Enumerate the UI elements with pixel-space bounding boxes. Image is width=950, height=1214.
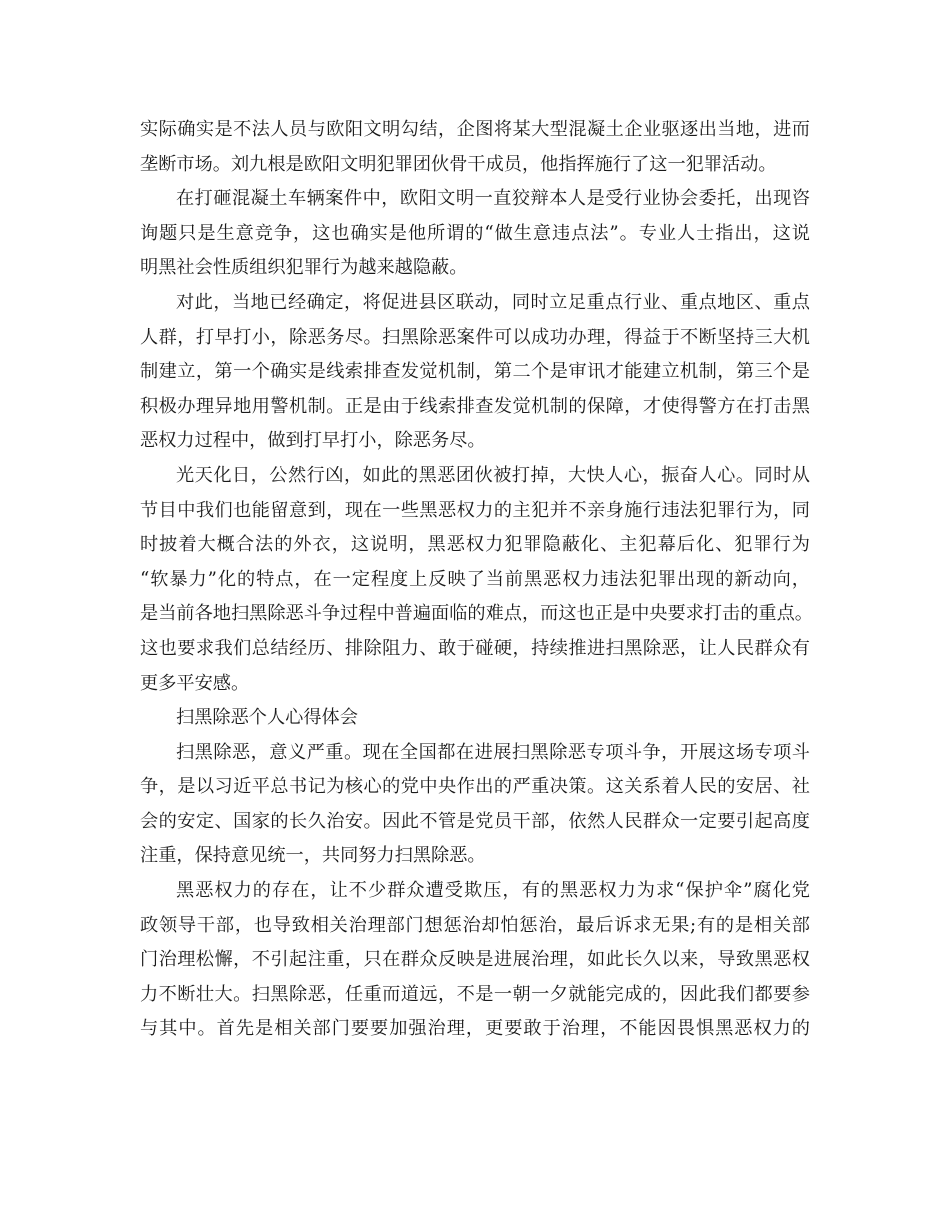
text-line: 这也要求我们总结经历、排除阻力、敢于碰硬，持续推进扫黑除恶，让人民群众有 <box>140 637 810 659</box>
text-line: 是当前各地扫黑除恶斗争过程中普遍面临的难点，而这也正是中央要求打击的重点。 <box>140 603 813 625</box>
text-line: “软暴力”化的特点，在一定程度上反映了当前黑恶权力违法犯罪出现的新动向， <box>140 568 810 590</box>
text-line: 明黑社会性质组织犯罪行为越来越隐蔽。 <box>140 257 468 279</box>
text-line: 注重，保持意见统一，共同努力扫黑除恶。 <box>140 845 486 867</box>
text-line: 恶权力过程中，做到打早打小，除恶务尽。 <box>140 430 486 452</box>
text-line: 与其中。首先是相关部门要要加强治理，更要敢于治理，不能因畏惧黑恶权力的 <box>140 1018 810 1040</box>
paragraph <box>140 113 810 182</box>
paragraph <box>140 736 810 874</box>
text-line: 更多平安感。 <box>140 672 250 694</box>
text-line: 时披着大概合法的外衣，这说明，黑恶权力犯罪隐蔽化、主犯幕后化、犯罪行为 <box>140 534 810 556</box>
text-line: 对此，当地已经确定，将促进县区联动，同时立足重点行业、重点地区、重点 <box>176 291 810 313</box>
text-line: 积极办理异地用警机制。正是由于线索排查发觉机制的保障，才使得警方在打击黑 <box>140 395 810 417</box>
text-line: 门治理松懈，不引起注重，只在群众反映是进展治理，如此长久以来，导致黑恶权 <box>140 949 810 971</box>
paragraph <box>140 874 810 1047</box>
paragraph <box>140 182 810 286</box>
document-page <box>140 113 813 1047</box>
paragraph <box>140 286 810 459</box>
text-line: 询题只是生意竞争，这也确实是他所谓的“做生意违点法”。专业人士指出，这说 <box>140 222 810 244</box>
text-line: 争，是以习近平总书记为核心的党中央作出的严重决策。这关系着人民的安居、社 <box>140 776 810 798</box>
text-line: 光天化日，公然行凶，如此的黑恶团伙被打掉，大快人心，振奋人心。同时从 <box>176 464 810 486</box>
section-heading-text: 扫黑除恶个人心得体会 <box>176 707 358 729</box>
text-line: 人群，打早打小，除恶务尽。扫黑除恶案件可以成功办理，得益于不断坚持三大机 <box>140 326 810 348</box>
text-line: 制建立，第一个确实是线索排查发觉机制，第二个是审讯才能建立机制，第三个是 <box>140 361 810 383</box>
text-line: 实际确实是不法人员与欧阳文明勾结，企图将某大型混凝土企业驱逐出当地，进而 <box>140 119 810 140</box>
text-line: 在打砸混凝土车辆案件中，欧阳文明一直狡辩本人是受行业协会委托，出现咨 <box>176 188 810 210</box>
text-line: 扫黑除恶，意义严重。现在全国都在进展扫黑除恶专项斗争，开展这场专项斗 <box>176 741 810 763</box>
text-line: 政领导干部，也导致相关治理部门想惩治却怕惩治，最后诉求无果;有的是相关部 <box>140 914 810 936</box>
section-heading <box>140 701 810 736</box>
text-line: 黑恶权力的存在，让不少群众遭受欺压，有的黑恶权力为求“保护伞”腐化党 <box>176 880 810 902</box>
text-line: 力不断壮大。扫黑除恶，任重而道远，不是一朝一夕就能完成的，因此我们都要参 <box>140 983 810 1005</box>
text-line: 垄断市场。刘九根是欧阳文明犯罪团伙骨干成员，他指挥施行了这一犯罪活动。 <box>140 153 777 175</box>
paragraph <box>140 459 813 701</box>
text-line: 节目中我们也能留意到，现在一些黑恶权力的主犯并不亲身施行违法犯罪行为，同 <box>140 499 810 521</box>
text-line: 会的安定、国家的长久治安。因此不管是党员干部，依然人民群众一定要引起高度 <box>140 810 810 832</box>
